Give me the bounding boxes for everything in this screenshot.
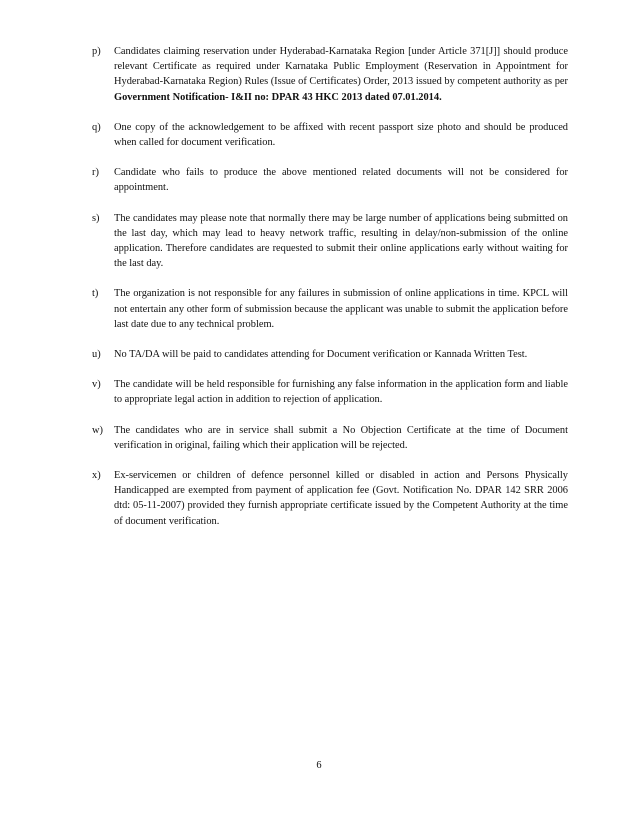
- list-item-text: The candidate will be held responsible for furnishing any false information in the application form and liable to appropriate legal action in addition to rejection of application.: [114, 379, 568, 406]
- list-item: [92, 377, 568, 407]
- list-marker: t): [92, 288, 99, 300]
- list-item-text: Candidates claiming reservation under Hyderabad-Karnataka Region [under Article 371[J]] should produce relevant Certificate as required under Karnataka Public Employment (Reservation in Appointment for Hyderabad-Karnataka Region) Rules (Issue of Certificates) Order, 2013 issued by competent authority as per Government Notification- I&II no: DPAR 43 HKC 2013 dated 07.01.2014.: [114, 46, 568, 103]
- instructions-list: [92, 44, 568, 544]
- list-item: [92, 211, 568, 272]
- list-item: [92, 286, 568, 332]
- list-item: [92, 44, 568, 105]
- list-item: [92, 165, 568, 195]
- list-marker: v): [92, 379, 101, 391]
- list-item: [92, 347, 568, 362]
- list-item-text: The organization is not responsible for any failures in submission of online applications in time. KPCL will not entertain any other form of submission because the applicant was unable to submit the application before last date due to any technical problem.: [114, 288, 568, 330]
- notification-reference: Government Notification- I&II no: DPAR 43 HKC 2013 dated 07.01.2014.: [114, 91, 442, 103]
- list-item-text: Ex-servicemen or children of defence personnel killed or disabled in action and Persons Physically Handicapped are exempted from payment of application fee (Govt. Notification No. DPAR 142 SRR 2006 dtd: 05-11-2007) provided they furnish appropriate certificate issued by the Competent Authority at the time of document verification.: [114, 470, 568, 527]
- list-marker: s): [92, 212, 100, 224]
- list-item-text: One copy of the acknowledgement to be affixed with recent passport size photo and should be produced when called for document verification.: [114, 121, 568, 149]
- list-marker: x): [92, 470, 101, 482]
- list-item-text: The candidates may please note that normally there may be large number of applications being submitted on the last day, which may lead to heavy network traffic, resulting in delay/non-submission of the online application. Therefore candidates are requested to submit their online applications early without waiting for the last day.: [114, 212, 568, 270]
- list-marker: q): [92, 121, 101, 133]
- list-item: [92, 120, 568, 150]
- list-marker: r): [92, 167, 99, 179]
- list-marker: p): [92, 46, 101, 57]
- list-item: [92, 468, 568, 529]
- list-marker: w): [92, 424, 103, 436]
- list-item: [92, 423, 568, 453]
- list-item-text: Candidate who fails to produce the above mentioned related documents will not be considered for appointment.: [114, 167, 568, 194]
- list-marker: u): [92, 349, 101, 361]
- list-item-text: No TA/DA will be paid to candidates attending for Document verification or Kannada Written Test.: [114, 349, 528, 361]
- list-item-text: The candidates who are in service shall submit a No Objection Certificate at the time of Document verification in original, failing which their application will be rejected.: [114, 424, 568, 451]
- page-number: 6: [316, 760, 322, 771]
